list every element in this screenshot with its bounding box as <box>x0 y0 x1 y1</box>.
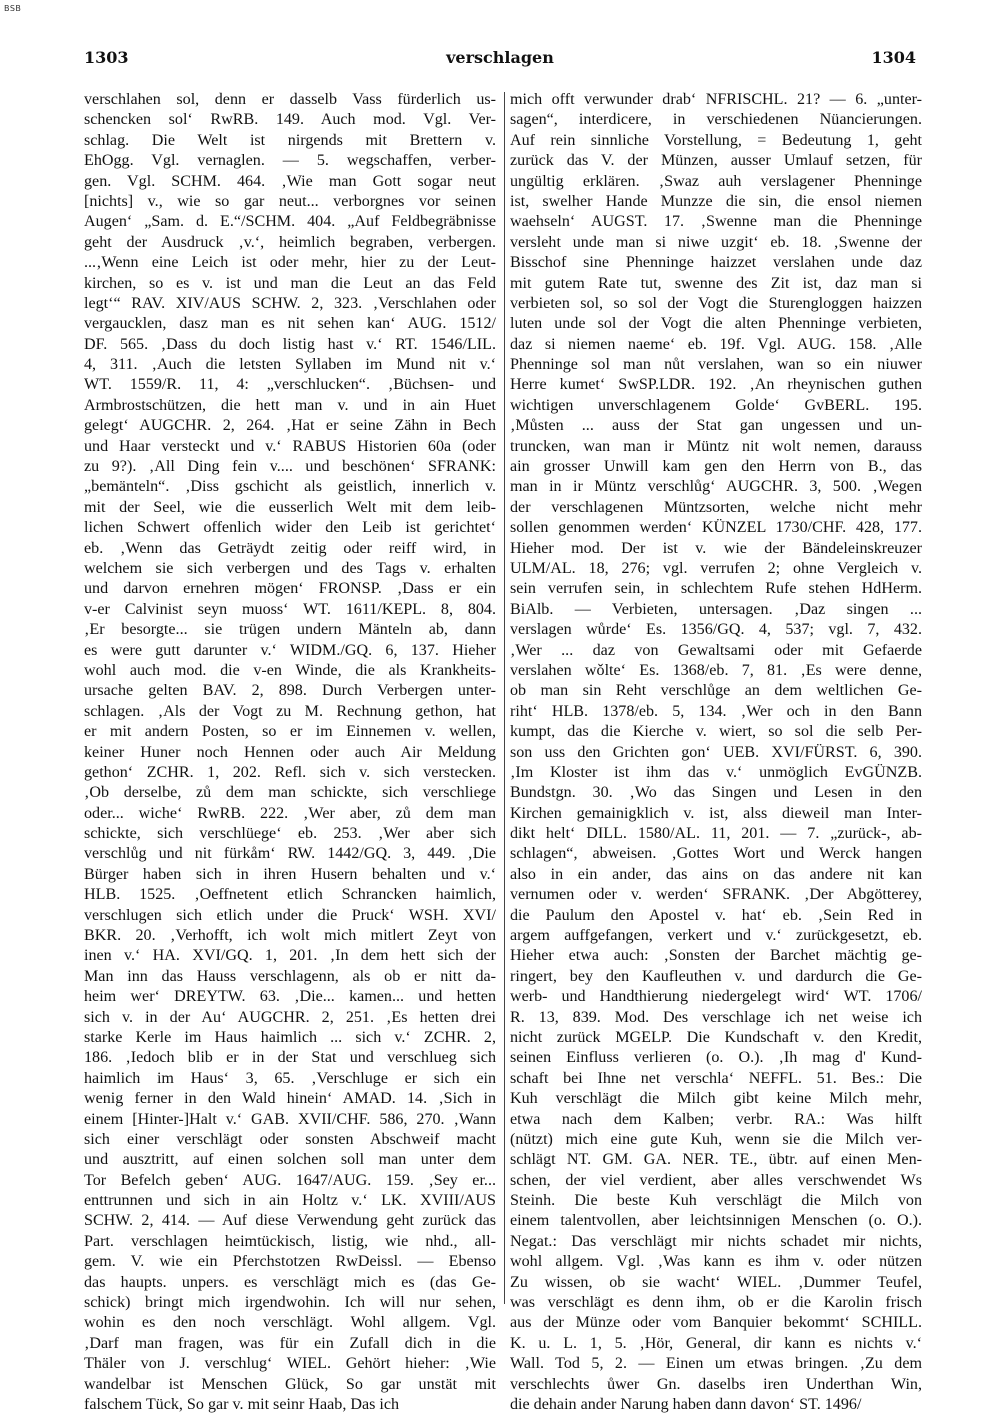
text-line: Kirchen gemainigklich v. ist, alss dieweil man Inter- <box>510 804 922 822</box>
text-line: lichen Schwert offenlich wider den Leib ist gerichtet‘ <box>84 519 496 537</box>
text-line: versleht unde man si niwe uzgit‘ eb. 18. ‚Swenne der <box>510 233 922 251</box>
text-line: R. 13, 839. Mod. Des verschlage ich net weise ich <box>510 1008 922 1026</box>
text-line: Zu wissen, ob sie wacht‘ WIEL. ‚Dummer Teufel, <box>510 1273 922 1291</box>
text-line: schlagen“, abweisen. ‚Gottes Wort und Werck hangen <box>510 845 922 863</box>
text-line: dikt helt‘ DILL. 1580/AL. 11, 201. — 7. „zurück-, ab- <box>510 825 922 843</box>
column-divider <box>504 92 505 1304</box>
text-line: sollen genommen werden‘ KÜNZEL 1730/CHF. 428, 177. <box>510 519 922 537</box>
text-line: verschlahen sol, denn er dasselb Vass fürderlich us- <box>84 91 496 108</box>
text-line: gelegt‘ AUGCHR. 2, 264. ‚Hat er seine Zähn in Bech <box>84 417 496 435</box>
text-line: Bisschof sine Phenninge haizzet verslahen unde daz <box>510 254 922 272</box>
text-line: mit gutem Rate tut, swenne des Zit ist, daz man si <box>510 274 922 292</box>
text-line: und Haar versteckt und v.‘ RABUS Historien 60a (oder <box>84 437 496 455</box>
text-line: keiner Huner noch Hennen oder auch Air Meldung <box>84 743 496 761</box>
text-line: schencken sol‘ RwRB. 149. Auch mod. Vgl. Ver- <box>84 111 496 129</box>
text-line: was verschlägt es denn ihm, ob er die Karolin frisch <box>510 1294 922 1312</box>
text-line: er mit andern Posten, so er im Einnemen v. wellen, <box>84 723 496 741</box>
text-line: zu 9?). ‚All Ding fein v.... und beschönen‘ SFRANK: <box>84 458 496 476</box>
text-line: zurück das V. der Münzen, ausser Umlauf setzen, für <box>510 152 922 170</box>
text-line: geht der Ausdruck ‚v.‘, heimlich begraben, verbergen. <box>84 233 496 251</box>
text-line: oder... wiche‘ RwRB. 222. ‚Wer aber, zů dem man <box>84 804 496 822</box>
text-line: ‚Wer ... daz von Gewaltsami oder mit Gefaerde <box>510 641 922 659</box>
text-line: Hieher etwa auch: ‚Sonsten der Barchet mächtig ge- <box>510 947 922 965</box>
text-line: vernumen oder v. werden‘ SFRANK. ‚Der Abgötterey, <box>510 886 922 904</box>
text-line: und ausztritt, auf einen solchen soll man unter dem <box>84 1151 496 1169</box>
text-line: die dehain ander Narung haben dann davon‘ ST. 1496/ <box>510 1396 862 1413</box>
text-line: die Paulum den Apostel v. hat‘ eb. ‚Sein Red in <box>510 906 922 924</box>
text-line: WT. 1559/R. 11, 4: „verschlucken“. ‚Büchsen- und <box>84 376 496 394</box>
text-line: verbieten sol, so sol der Vogt die Sturengloggen haizzen <box>510 294 922 312</box>
text-line: riht‘ HLB. 1378/eb. 5, 134. ‚Wer och in den Bann <box>510 702 922 720</box>
text-line: Man inn das Hauss verschlagenn, als ob er nitt da- <box>84 967 496 985</box>
text-line: Steinh. Die beste Kuh verschlägt die Milch von <box>510 1192 922 1210</box>
text-line: Tor Befelch geben‘ AUG. 1647/AUG. 159. ‚Sey er... <box>84 1171 496 1189</box>
text-line: Thäler von J. verschlug‘ WIEL. Gehört hieher: ‚Wie <box>84 1355 496 1373</box>
text-line: falschem Tück, So gar v. mit seinr Haab, Das ich <box>84 1396 400 1413</box>
text-line: BiAlb. — Verbieten, untersagen. ‚Daz singen ... <box>510 600 922 618</box>
text-line: HLB. 1525. ‚Oeffnetent etlich Schrancken haimlich, <box>84 886 496 904</box>
text-line: und darvon ernehren mögen‘ FRONSP. ‚Dass er ein <box>84 580 496 598</box>
left-column <box>84 90 496 1415</box>
text-line: kumpt, das die Kierche v. wiert, so sol die selb Per- <box>510 723 922 741</box>
text-line: inen v.‘ HA. XVI/GQ. 1, 201. ‚In dem hett sich der <box>84 947 496 965</box>
text-line: mit der Seel, wie die eusserlich Welt mit dem leib- <box>84 498 496 516</box>
text-line: ‚Im Kloster ist ihm das v.‘ unmöglich EvGÜNZB. <box>510 763 922 781</box>
text-line: haimlich im Haus‘ 3, 65. ‚Verschluge er sich ein <box>84 1069 496 1087</box>
text-line: vergaucklen, dasz man es nit sehen kan‘ AUG. 1512/ <box>84 315 496 333</box>
text-line: EhOgg. Vgl. vernaglen. — 5. wegschaffen, verber- <box>84 152 496 170</box>
text-line: 186. ‚Iedoch blib er in der Stat und verschlueg sich <box>84 1049 496 1067</box>
text-line: einem [Hinter-]Halt v.‘ GAB. XVII/CHF. 586, 270. ‚Wann <box>84 1110 496 1128</box>
text-line: aus der Münze oder vom Banquier bekommt‘ SCHILL. <box>510 1314 922 1332</box>
text-line: Bundstgn. 30. ‚Wo das Singen und Lesen in den <box>510 784 922 802</box>
text-line: nicht zurück MGELP. Die Kundschaft v. den Kredit, <box>510 1028 922 1046</box>
text-line: welchem sie sich verbergen und des Tags v. erhalten <box>84 559 496 577</box>
text-line: verslahen wǒlte‘ Es. 1368/eb. 7, 81. ‚Es were denne, <box>510 661 922 679</box>
text-line: wohin es den noch verschlägt. Wohl allgem. Vgl. <box>84 1314 496 1332</box>
text-line: kirchen, so es v. ist und man die Leut an das Feld <box>84 274 496 292</box>
text-line: sich v. in der Au‘ AUGCHR. 2, 251. ‚Es hetten drei <box>84 1008 496 1026</box>
text-line: legt‘“ RAV. XIV/AUS SCHW. 2, 323. ‚Verschlahen oder <box>84 294 496 312</box>
text-line: ringert, bey den Kaufleuthen v. und dardurch die Ge- <box>510 967 922 985</box>
text-line: BKR. 20. ‚Verhofft, ich wolt mich mitlert Zeyt von <box>84 927 496 945</box>
text-line: verschlůg und nit fürkåm‘ RW. 1442/GQ. 3, 449. ‚Die <box>84 845 496 863</box>
text-line: daz si niemen naeme‘ eb. 19f. Vgl. AUG. 158. ‚Alle <box>510 335 922 353</box>
text-line: schlag. Die Welt ist nirgends mit Brettern v. <box>84 131 496 149</box>
text-line: wichtigen unverschlagenem Golde‘ GvBERL. 195. <box>510 396 922 414</box>
text-line: luten unde sol der Vogt die alten Phenninge verbieten, <box>510 315 922 333</box>
text-line: es were gutt darunter v.‘ WIDM./GQ. 6, 137. Hieher <box>84 641 496 659</box>
right-column <box>510 90 922 1415</box>
text-line: schick) bringt mich irgendwohin. Ich will nur sehen, <box>84 1294 496 1312</box>
text-line: ain grosser Unwill kam gen den Herrn von B., das <box>510 458 922 476</box>
text-line: ...‚Wenn eine Leich ist oder mehr, hier zu der Leut- <box>84 254 496 272</box>
text-line: mich offt verwunder drab‘ NFRISCHL. 21? — 6. „unter- <box>510 91 922 108</box>
text-line: Herre kumet‘ SwSP.LDR. 192. ‚An rheynischen guthen <box>510 376 922 394</box>
text-line: wenig ferner in den Wald hinein‘ AMAD. 14. ‚Sich in <box>84 1090 496 1108</box>
text-line: Auf rein sinnliche Vorstellung, = Bedeutung 1, geht <box>510 131 922 149</box>
text-line: man in ir Müntz verschlůg‘ AUGCHR. 3, 500. ‚Wegen <box>510 478 922 496</box>
text-line: also in ein ander, das ains on das andere nit kan <box>510 865 922 883</box>
text-line: schen, der viel verdient, aber alles verschwendet Ws <box>510 1171 922 1189</box>
text-line: verschlechts ůwer Gn. daselbs iren Underthan Win, <box>510 1375 922 1393</box>
text-line: v-er Calvinist seyn muoss‘ WT. 1611/KEPL. 8, 804. <box>84 600 496 618</box>
text-line: son uss den Grichten gon‘ UEB. XVI/FÜRST. 6, 390. <box>510 743 922 761</box>
text-line: heim wer‘ DREYTW. 63. ‚Die... kamen... und hetten <box>84 988 496 1006</box>
text-line: 4, 311. ‚Auch die letsten Syllaben im Mund nit v.‘ <box>84 356 496 374</box>
text-line: DF. 565. ‚Dass du doch listig hast v.‘ RT. 1546/LIL. <box>84 335 496 353</box>
page-number-right: 1304 <box>871 48 916 67</box>
text-line: ULM/AL. 18, 276; vgl. verrufen 2; ohne Vergleich v. <box>510 559 922 577</box>
text-line: (nützt) mich eine gute Kuh, wenn sie die Milch ver- <box>510 1130 922 1148</box>
text-line: enttrunnen und sich in ain Holtz v.‘ LK. XVIII/AUS <box>84 1192 496 1210</box>
text-line: Augen‘ „Sam. d. E.“/SCHM. 404. „Auf Feldbegräbnisse <box>84 213 496 231</box>
text-line: wandelbar ist Menschen Glück, So gar unstät mit <box>84 1375 496 1393</box>
text-line: sein verrufen sein, in schlechtem Rufe stehen HdHerm. <box>510 580 922 598</box>
text-line: Negat.: Das verschlägt mir nichts schadet mir nichts, <box>510 1232 922 1250</box>
text-line: ob man sin Reht verschlůge an dem weltlichen Ge- <box>510 682 922 700</box>
text-line: wohl allgem. Vgl. ‚Was kann es ihm v. oder nützen <box>510 1253 922 1271</box>
text-line: einem talentvollen, aber leichtsinnigen Menschen (o. O.). <box>510 1212 922 1230</box>
text-line: [nichts] v., wie so gar neut... verborgnes vor seinen <box>84 192 496 210</box>
text-line: verslagen wůrde‘ Es. 1356/GQ. 4, 537; vgl. 7, 432. <box>510 621 922 639</box>
text-line: ‚Ob derselbe, zů dem man schickte, sich verschliege <box>84 784 496 802</box>
text-line: sich einer verschlägt oder sonsten Abschweif macht <box>84 1130 496 1148</box>
text-line: gem. V. wie ein Pferchstotzen RwDeissl. — Ebenso <box>84 1253 496 1271</box>
text-line: Bürger haben sich in ihren Husern behalten und v.‘ <box>84 865 496 883</box>
text-line: werb- und Handthierung niedergelegt wird‘ WT. 1706/ <box>510 988 922 1006</box>
text-line: eb. ‚Wenn das Geträydt zeitig oder reiff wird, in <box>84 539 496 557</box>
text-line: gethon‘ ZCHR. 1, 202. Refl. sich v. sich verstecken. <box>84 763 496 781</box>
text-line: Phenninge sol man nůt verslahen, wan so ein niuwer <box>510 356 922 374</box>
text-line: ungültig erklären. ‚Swaz auh verslagener Phenninge <box>510 172 922 190</box>
text-line: „bemänteln“. ‚Diss gschicht als geistlich, innerlich v. <box>84 478 496 496</box>
text-line: verschlugen sich etlich under die Pruck‘ WSH. XVI/ <box>84 906 496 924</box>
text-line: Wall. Tod 5, 2. — Einen um etwas bringen. ‚Zu dem <box>510 1355 922 1373</box>
text-line: sagen“, interdicere, in verschiedenen Nüancierungen. <box>510 111 922 129</box>
text-line: ursache gelten BAV. 2, 898. Durch Verbergen unter- <box>84 682 496 700</box>
text-line: truncken, wan man ir Müntz nit wolt nemen, darauss <box>510 437 922 455</box>
text-line: starke Kerle im Haus haimlich ... sich v.‘ ZCHR. 2, <box>84 1028 496 1046</box>
text-line: ‚Darf man fragen, was für ein Zufall dich in die <box>84 1334 496 1352</box>
text-line: schaft bei Ihne net verschla‘ NEFFL. 51. Bes.: Die <box>510 1069 922 1087</box>
text-line: gen. Vgl. SCHM. 464. ‚Wie man Gott sogar neut <box>84 172 496 190</box>
text-line: der verschlagenen Müntzsorten, welche nicht mehr <box>510 498 922 516</box>
text-line: Armbrostschützen, die hett man v. und in ain Huet <box>84 396 496 414</box>
text-line: SCHW. 2, 414. — Auf diese Verwendung geht zurück das <box>84 1212 496 1230</box>
text-line: wohl auch mod. die v-en Winde, die als Krankheits- <box>84 661 496 679</box>
text-line: schickte, sich verschlüege‘ eb. 253. ‚Wer aber sich <box>84 825 496 843</box>
text-line: schlagen. ‚Als der Vogt zu M. Rechnung gethon, hat <box>84 702 496 720</box>
text-line: seinen Einfluss verlieren (o. O.). ‚Ih mag d' Kund- <box>510 1049 922 1067</box>
page-number-left: 1303 <box>84 48 129 67</box>
running-headword: verschlagen <box>446 48 554 67</box>
library-stamp: BSB <box>4 4 22 13</box>
text-line: argem auffgefangen, verkert und v.‘ zurückgesetzt, eb. <box>510 927 922 945</box>
text-line: K. u. L. 1, 5. ‚Hör, General, dir kann es nichts v.‘ <box>510 1334 922 1352</box>
text-line: Hieher mod. Der ist v. wie der Bändeleinskreuzer <box>510 539 922 557</box>
text-line: ist, swelher Hande Munzze die sin, die ensol niemen <box>510 192 922 210</box>
text-line: schlägt NT. GM. GA. NER. TE., übtr. auf einen Men- <box>510 1151 922 1169</box>
text-line: das haupts. unpers. es verschlägt mich es (das Ge- <box>84 1273 496 1291</box>
text-line: waehseln‘ AUGST. 17. ‚Swenne man die Phenninge <box>510 213 922 231</box>
text-line: ‚Můsten ... auss der Stat gan ungessen und un- <box>510 417 922 435</box>
text-line: ‚Er besorgte... sie trügen undern Mänteln ab, dann <box>84 621 496 639</box>
text-line: Kuh verschlägt die Milch gibt keine Milch mehr, <box>510 1090 922 1108</box>
text-line: etwa nach dem Kalben; verbr. RA.: Was hilft <box>510 1110 922 1128</box>
text-line: Part. verschlagen heimtückisch, listig, wie nhd., all- <box>84 1232 496 1250</box>
